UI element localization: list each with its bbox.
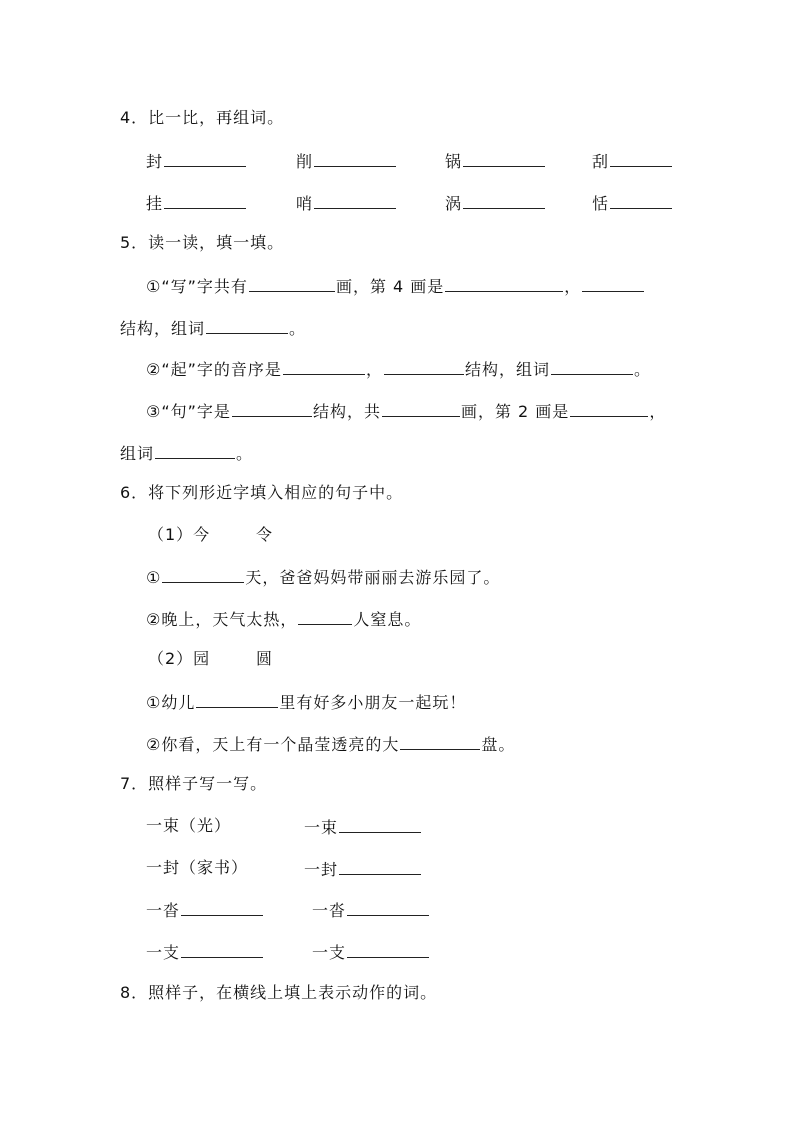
- q7-row3-right: [312, 899, 430, 921]
- answer-blank[interactable]: [551, 358, 633, 375]
- q6-group1-label: （1）今: [148, 525, 211, 544]
- text: ②“起”字的音序是: [146, 360, 282, 379]
- answer-blank[interactable]: [347, 899, 429, 916]
- q6-sentence2: [146, 608, 421, 630]
- text: ，: [365, 360, 383, 379]
- q5-item1-line2: [120, 317, 306, 339]
- answer-blank[interactable]: [610, 150, 672, 167]
- q4-row2-item2: [296, 192, 397, 214]
- answer-blank[interactable]: [339, 858, 421, 875]
- text: 结构，组词: [464, 360, 550, 379]
- text: 一束: [304, 818, 339, 837]
- question-8-title: 8．照样子，在横线上填上表示动作的词。: [120, 983, 438, 1002]
- q6-sentence4: [146, 733, 515, 755]
- q5-item1-line1: [146, 275, 645, 297]
- q6-sentence3: [146, 691, 466, 713]
- text: 盘。: [481, 735, 516, 754]
- q4-row1-item4: [592, 150, 673, 172]
- char: 哨: [296, 194, 314, 213]
- q5-item3-line1: [146, 400, 666, 422]
- text: 里有好多小朋友一起玩！: [279, 693, 467, 712]
- text: 一沓: [146, 901, 181, 920]
- answer-blank[interactable]: [347, 941, 429, 958]
- char: 挂: [146, 194, 164, 213]
- question-4-title: 4．比一比，再组词。: [120, 108, 285, 127]
- answer-blank[interactable]: [298, 608, 352, 625]
- char: 削: [296, 152, 314, 171]
- question-5-title: 5．读一读，填一填。: [120, 233, 285, 252]
- text: ③“句”字是: [146, 402, 231, 421]
- q4-row2-item3: [445, 192, 546, 214]
- text: 。: [236, 444, 254, 463]
- answer-blank[interactable]: [400, 733, 480, 750]
- text: ①“写”字共有: [146, 277, 248, 296]
- q6-group2-char2: 圆: [256, 649, 274, 668]
- text: ，: [564, 277, 582, 296]
- q4-row1-item3: [445, 150, 546, 172]
- text: ①幼儿: [146, 693, 196, 712]
- answer-blank[interactable]: [232, 400, 312, 417]
- text: 。: [633, 360, 651, 379]
- q4-row1-item1: [146, 150, 247, 172]
- text: ①: [146, 568, 162, 587]
- answer-blank[interactable]: [164, 150, 246, 167]
- q7-row1-right: [304, 816, 422, 838]
- char: 刮: [592, 152, 610, 171]
- char: 涡: [445, 194, 463, 213]
- q7-row2-right: [304, 858, 422, 880]
- text: 。: [289, 319, 307, 338]
- answer-blank[interactable]: [339, 816, 421, 833]
- question-6-title: 6．将下列形近字填入相应的句子中。: [120, 483, 404, 502]
- text: ②晚上，天气太热，: [146, 610, 298, 629]
- text: 人窒息。: [353, 610, 422, 629]
- q5-item3-line2: [120, 442, 253, 464]
- text: 结构，共: [312, 402, 381, 421]
- q6-group2-label: （2）园: [148, 649, 211, 668]
- char: 恬: [592, 194, 610, 213]
- answer-blank[interactable]: [249, 275, 335, 292]
- text: ②你看，天上有一个晶莹透亮的大: [146, 735, 400, 754]
- answer-blank[interactable]: [206, 317, 288, 334]
- answer-blank[interactable]: [162, 566, 244, 583]
- q5-item2: [146, 358, 651, 380]
- char: 锅: [445, 152, 463, 171]
- answer-blank[interactable]: [582, 275, 644, 292]
- answer-blank[interactable]: [283, 358, 365, 375]
- text: 组词: [120, 444, 155, 463]
- q4-row2-item4: [592, 192, 673, 214]
- q7-row1-left: 一束（光）: [146, 816, 232, 835]
- answer-blank[interactable]: [314, 192, 396, 209]
- q7-row2-left: 一封（家书）: [146, 858, 249, 877]
- q7-row4-right: [312, 941, 430, 963]
- answer-blank[interactable]: [164, 192, 246, 209]
- text: 结构，组词: [120, 319, 206, 338]
- text: 一沓: [312, 901, 347, 920]
- q6-group1-char2: 令: [256, 525, 274, 544]
- text: 画，第 2 画是: [460, 402, 570, 421]
- text: 一支: [312, 943, 347, 962]
- q4-row1-item2: [296, 150, 397, 172]
- text: 一封: [304, 860, 339, 879]
- q7-row3-left: [146, 899, 264, 921]
- text: 天，爸爸妈妈带丽丽去游乐园了。: [245, 568, 501, 587]
- answer-blank[interactable]: [463, 192, 545, 209]
- text: 一支: [146, 943, 181, 962]
- answer-blank[interactable]: [314, 150, 396, 167]
- text: 画，第 4 画是: [335, 277, 445, 296]
- q7-row4-left: [146, 941, 264, 963]
- question-7-title: 7．照样子写一写。: [120, 774, 268, 793]
- text: ，: [649, 402, 667, 421]
- answer-blank[interactable]: [181, 899, 263, 916]
- q4-row2-item1: [146, 192, 247, 214]
- answer-blank[interactable]: [196, 691, 278, 708]
- answer-blank[interactable]: [610, 192, 672, 209]
- char: 封: [146, 152, 164, 171]
- answer-blank[interactable]: [384, 358, 464, 375]
- q6-sentence1: [146, 566, 500, 588]
- answer-blank[interactable]: [445, 275, 563, 292]
- answer-blank[interactable]: [570, 400, 648, 417]
- answer-blank[interactable]: [181, 941, 263, 958]
- answer-blank[interactable]: [463, 150, 545, 167]
- answer-blank[interactable]: [155, 442, 235, 459]
- answer-blank[interactable]: [382, 400, 460, 417]
